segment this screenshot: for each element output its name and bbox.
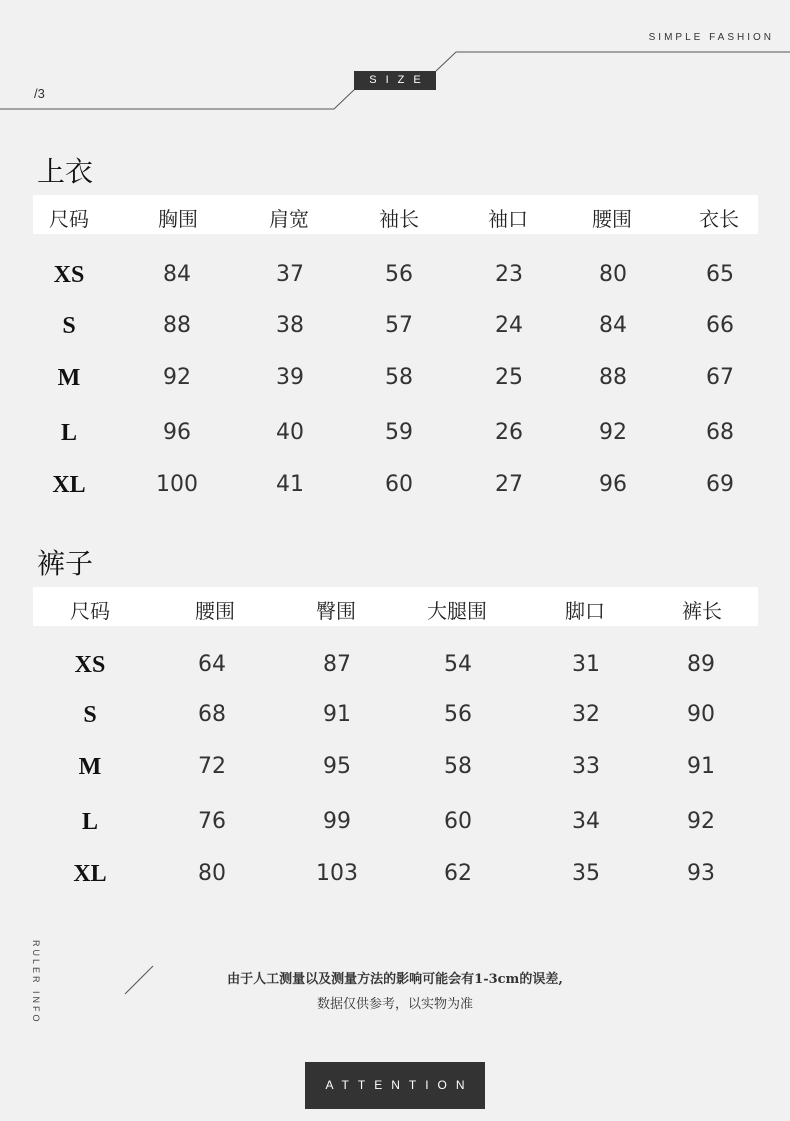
tops-cell: 37 [276, 262, 304, 287]
pants-cell: 89 [687, 652, 715, 677]
pants-cell: 32 [572, 702, 600, 727]
tops-cell: 58 [385, 365, 413, 390]
tops-cell: 39 [276, 365, 304, 390]
pants-cell: 31 [572, 652, 600, 677]
size-tag: SIZE [354, 71, 436, 90]
tops-cell: 80 [599, 262, 627, 287]
pants-cell: 56 [444, 702, 472, 727]
tops-cell: 57 [385, 313, 413, 338]
tops-cell: 60 [385, 472, 413, 497]
pants-cell: 95 [323, 754, 351, 779]
tops-cell: 23 [495, 262, 523, 287]
tops-cell: 67 [706, 365, 734, 390]
pants-col-hem: 脚口 [565, 599, 605, 623]
pants-size-label: M [78, 754, 102, 780]
pants-cell: 87 [323, 652, 351, 677]
tops-cell: 100 [156, 472, 198, 497]
tops-size-label: S [62, 313, 76, 339]
tops-cell: 25 [495, 365, 523, 390]
pants-cell: 34 [572, 809, 600, 834]
pants-header-row [33, 587, 758, 626]
pants-cell: 68 [198, 702, 226, 727]
tops-header-row [33, 195, 758, 234]
pants-cell: 72 [198, 754, 226, 779]
tops-cell: 92 [163, 365, 191, 390]
header-lines [0, 0, 790, 120]
tops-cell: 26 [495, 420, 523, 445]
tops-title: 上衣 [37, 155, 94, 188]
pants-col-size: 尺码 [70, 599, 110, 623]
pants-cell: 58 [444, 754, 472, 779]
ruler-info-label: RULER INFO [31, 940, 41, 1025]
tops-size-label: L [60, 420, 78, 446]
tops-cell: 84 [163, 262, 191, 287]
tops-cell: 56 [385, 262, 413, 287]
pants-cell: 91 [323, 702, 351, 727]
tops-cell: 69 [706, 472, 734, 497]
pants-col-length: 裤长 [682, 599, 722, 623]
disclaimer-line-1: 由于人工测量以及测量方法的影响可能会有1-3cm的误差, [227, 972, 563, 987]
tops-cell: 84 [599, 313, 627, 338]
tops-cell: 65 [706, 262, 734, 287]
pants-cell: 33 [572, 754, 600, 779]
tops-col-waist: 腰围 [592, 207, 632, 231]
pants-cell: 35 [572, 861, 600, 886]
tops-col-shoulder: 肩宽 [269, 207, 309, 231]
pants-cell: 54 [444, 652, 472, 677]
tops-cell: 68 [706, 420, 734, 445]
tops-cell: 27 [495, 472, 523, 497]
tops-col-sleeve: 袖长 [379, 207, 419, 231]
pants-col-thigh: 大腿围 [427, 599, 487, 623]
tops-cell: 38 [276, 313, 304, 338]
tops-size-label: XL [52, 472, 86, 498]
pants-cell: 103 [316, 861, 358, 886]
pants-size-label: S [83, 702, 97, 728]
tops-cell: 40 [276, 420, 304, 445]
pants-size-label: L [81, 809, 99, 835]
disclaimer-line-2: 数据仅供参考，以实物为准 [316, 997, 473, 1012]
page-number: /3 [34, 86, 45, 101]
pants-cell: 76 [198, 809, 226, 834]
tops-cell: 41 [276, 472, 304, 497]
tops-cell: 92 [599, 420, 627, 445]
tops-cell: 88 [163, 313, 191, 338]
tops-cell: 24 [495, 313, 523, 338]
pants-cell: 80 [198, 861, 226, 886]
tops-col-length: 衣长 [699, 207, 739, 231]
pants-cell: 92 [687, 809, 715, 834]
pants-cell: 99 [323, 809, 351, 834]
tops-col-size: 尺码 [49, 207, 89, 231]
tops-cell: 96 [599, 472, 627, 497]
tops-cell: 96 [163, 420, 191, 445]
pants-cell: 91 [687, 754, 715, 779]
tops-col-cuff: 袖口 [488, 207, 528, 231]
brand-label: SIMPLE FASHION [648, 32, 774, 43]
pants-size-label: XL [73, 861, 107, 887]
pants-cell: 90 [687, 702, 715, 727]
pants-size-label: XS [74, 652, 106, 678]
pants-cell: 64 [198, 652, 226, 677]
pants-col-hip: 臀围 [316, 599, 356, 623]
tops-cell: 59 [385, 420, 413, 445]
tops-cell: 66 [706, 313, 734, 338]
pants-cell: 62 [444, 861, 472, 886]
tops-col-chest: 胸围 [158, 207, 198, 231]
attention-tag: ATTENTION [305, 1062, 485, 1109]
tops-size-label: M [57, 365, 81, 391]
tops-cell: 88 [599, 365, 627, 390]
tops-size-label: XS [53, 262, 85, 288]
pants-cell: 60 [444, 809, 472, 834]
pants-title: 裤子 [37, 547, 94, 580]
pants-cell: 93 [687, 861, 715, 886]
pants-col-waist: 腰围 [195, 599, 235, 623]
